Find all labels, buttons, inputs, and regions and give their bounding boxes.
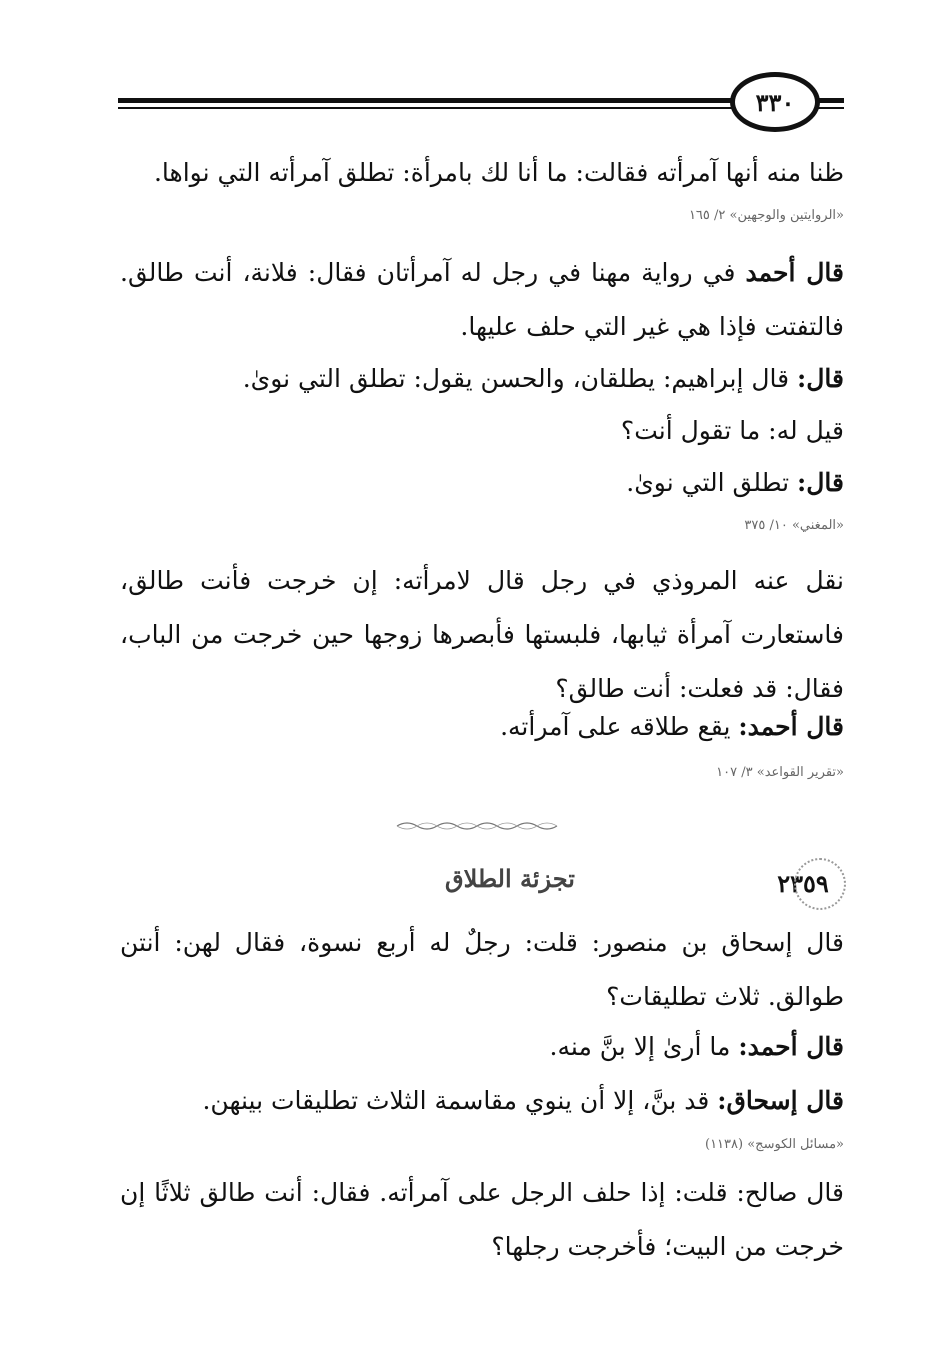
paragraph-text: ظنا منه أنها آمرأته فقالت: ما أنا لك بامرأة: تطلق آمرأته التي نواها.: [153, 158, 844, 187]
source-citation: «مسائل الكوسج» (١١٣٨): [705, 1137, 844, 1152]
paragraph: [120, 146, 844, 200]
source-citation: «تقرير القواعد» ٣/ ١٠٧: [716, 765, 844, 780]
paragraph: [120, 916, 844, 1024]
paragraph-text: ما أرىٰ إلا بنَّ منه.: [549, 1032, 739, 1061]
speaker-label: قال أحمد:: [738, 712, 844, 741]
paragraph: [120, 1166, 844, 1274]
speaker-label: قال أحمد: [745, 258, 844, 287]
paragraph: [120, 1074, 844, 1128]
paragraph: [120, 246, 844, 354]
paragraph: [120, 456, 844, 510]
paragraph-text: قد بنَّ، إلا أن ينوي مقاسمة الثلاث تطليقات بينهن.: [202, 1086, 718, 1115]
paragraph-text: نقل عنه المروذي في رجل قال لامرأته: إن خرجت فأنت طالق، فاستعارت آمرأة ثيابها، فلبستها فأبصرها زوجها حين خرجت من الباب، فقال: قد فعلت: أنت طالق؟: [120, 566, 844, 703]
paragraph: [120, 700, 844, 754]
source-citation: «الروايتين والوجهين» ٢/ ١٦٥: [688, 208, 844, 223]
speaker-label: قال:: [797, 468, 844, 497]
section-number: ٢٣٥٩: [758, 860, 848, 906]
paragraph-text: قال إبراهيم: يطلقان، والحسن يقول: تطلق التي نوىٰ.: [242, 364, 798, 393]
speaker-label: قال:: [797, 364, 844, 393]
paragraph-text: قال إسحاق بن منصور: قلت: رجلٌ له أربع نسوة، فقال لهن: أنتن طوالق. ثلاث تطليقات؟: [120, 928, 844, 1011]
paragraph-text: تطلق التي نوىٰ.: [626, 468, 798, 497]
paragraph-text: قيل له: ما تقول أنت؟: [620, 416, 844, 445]
paragraph: [120, 554, 844, 716]
source-citation: «المغني» ١٠/ ٣٧٥: [744, 518, 844, 533]
paragraph: [120, 1020, 844, 1074]
paragraph: [120, 404, 844, 458]
paragraph: [120, 352, 844, 406]
divider-ornament: [395, 820, 560, 832]
paragraph-text: في رواية مهنا في رجل له آمرأتان فقال: فلانة، أنت طالق. فالتفتت فإذا هي غير التي حلف عليها.: [120, 258, 844, 341]
paragraph-text: قال صالح: قلت: إذا حلف الرجل على آمرأته. فقال: أنت طالق ثلاثًا إن خرجت من البيت؛ فأخرجت رجلها؟: [120, 1178, 844, 1261]
paragraph-text: يقع طلاقه على آمرأته.: [500, 712, 739, 741]
header-rule-right: [818, 98, 844, 103]
page-number: ٣٣٠: [730, 72, 820, 132]
speaker-label: قال إسحاق:: [717, 1086, 844, 1115]
header-rule-right-thin: [818, 107, 844, 109]
ornament-icon: [395, 820, 560, 832]
header-rule-thin: [118, 107, 818, 109]
speaker-label: قال أحمد:: [738, 1032, 844, 1061]
header-rule: [118, 98, 818, 103]
section-title: تجزئة الطلاق: [445, 864, 575, 893]
